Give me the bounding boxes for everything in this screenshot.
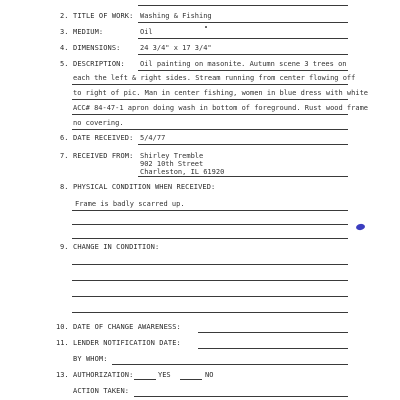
description-line-1: Oil painting on masonite. Autumn scene 3 trees on — [140, 60, 347, 68]
sender-city: Charleston, IL 61920 — [140, 168, 225, 176]
lender-notification-underline — [198, 348, 348, 349]
title-underline — [138, 22, 348, 23]
dimensions-value: 24 3/4" x 17 3/4" — [140, 44, 212, 52]
field-number: 7. — [60, 152, 69, 160]
blue-ink-mark — [356, 223, 366, 230]
description-underline-3 — [72, 99, 348, 100]
yes-label: YES — [158, 371, 171, 379]
field-label: ACTION TAKEN: — [73, 387, 130, 395]
field-label: AUTHORIZATION: — [73, 371, 134, 379]
condition-underline-3 — [72, 238, 348, 239]
description-underline-1 — [138, 70, 348, 71]
field-number: 13. — [56, 371, 69, 379]
field-label: CHANGE IN CONDITION: — [73, 243, 160, 251]
field-label: DESCRIPTION: — [73, 60, 125, 68]
field-number: 3. — [60, 28, 69, 36]
date-received-underline — [138, 144, 348, 145]
field-label: MEDIUM: — [73, 28, 104, 36]
description-line-3: to right of pic. Man in center fishing, women in blue dress with white — [73, 89, 369, 97]
field-number: 2. — [60, 12, 69, 20]
sender-street: 902 10th Street — [140, 160, 204, 168]
field-label: BY WHOM: — [73, 355, 108, 363]
top-rule — [138, 5, 348, 6]
medium-value: Oil — [140, 28, 153, 36]
field-label: DATE RECEIVED: — [73, 134, 134, 142]
description-line-5: no covering. — [73, 119, 124, 127]
field-label: LENDER NOTIFICATION DATE: — [73, 339, 181, 347]
field-number: 11. — [56, 339, 69, 347]
ink-speck — [205, 26, 207, 28]
description-underline-5 — [72, 129, 348, 130]
medium-underline — [138, 38, 348, 39]
sender-name: Shirley Tremble — [140, 152, 204, 160]
yes-blank[interactable] — [134, 379, 156, 380]
field-number: 8. — [60, 183, 69, 191]
field-label: PHYSICAL CONDITION WHEN RECEIVED: — [73, 183, 216, 191]
field-label: RECEIVED FROM: — [73, 152, 134, 160]
description-underline-2 — [72, 84, 348, 85]
description-line-4: ACC# 84-47-1 apron doing wash in bottom of foreground. Rust wood frame — [73, 104, 369, 112]
change-underline-2 — [72, 280, 348, 281]
change-underline-4 — [72, 312, 348, 313]
change-awareness-underline — [198, 332, 348, 333]
change-underline-3 — [72, 296, 348, 297]
by-whom-underline — [112, 364, 348, 365]
field-number: 5. — [60, 60, 69, 68]
no-label: NO — [205, 371, 214, 379]
condition-underline-1 — [72, 210, 348, 211]
action-taken-underline — [134, 396, 348, 397]
no-blank[interactable] — [180, 379, 202, 380]
field-number: 10. — [56, 323, 69, 331]
field-number: 9. — [60, 243, 69, 251]
dimensions-underline — [138, 54, 348, 55]
received-from-underline — [138, 176, 348, 177]
condition-underline-2 — [72, 224, 348, 225]
description-line-2: each the left & right sides. Stream running from center flowing off — [73, 74, 356, 82]
field-label: DATE OF CHANGE AWARENESS: — [73, 323, 181, 331]
change-underline-1 — [72, 264, 348, 265]
field-label: DIMENSIONS: — [73, 44, 121, 52]
date-received-value: 5/4/77 — [140, 134, 166, 142]
field-number: 4. — [60, 44, 69, 52]
field-label: TITLE OF WORK: — [73, 12, 134, 20]
description-underline-4 — [72, 114, 348, 115]
field-number: 6. — [60, 134, 69, 142]
physical-condition-value: Frame is badly scarred up. — [75, 200, 185, 208]
title-value: Washing & Fishing — [140, 12, 212, 20]
